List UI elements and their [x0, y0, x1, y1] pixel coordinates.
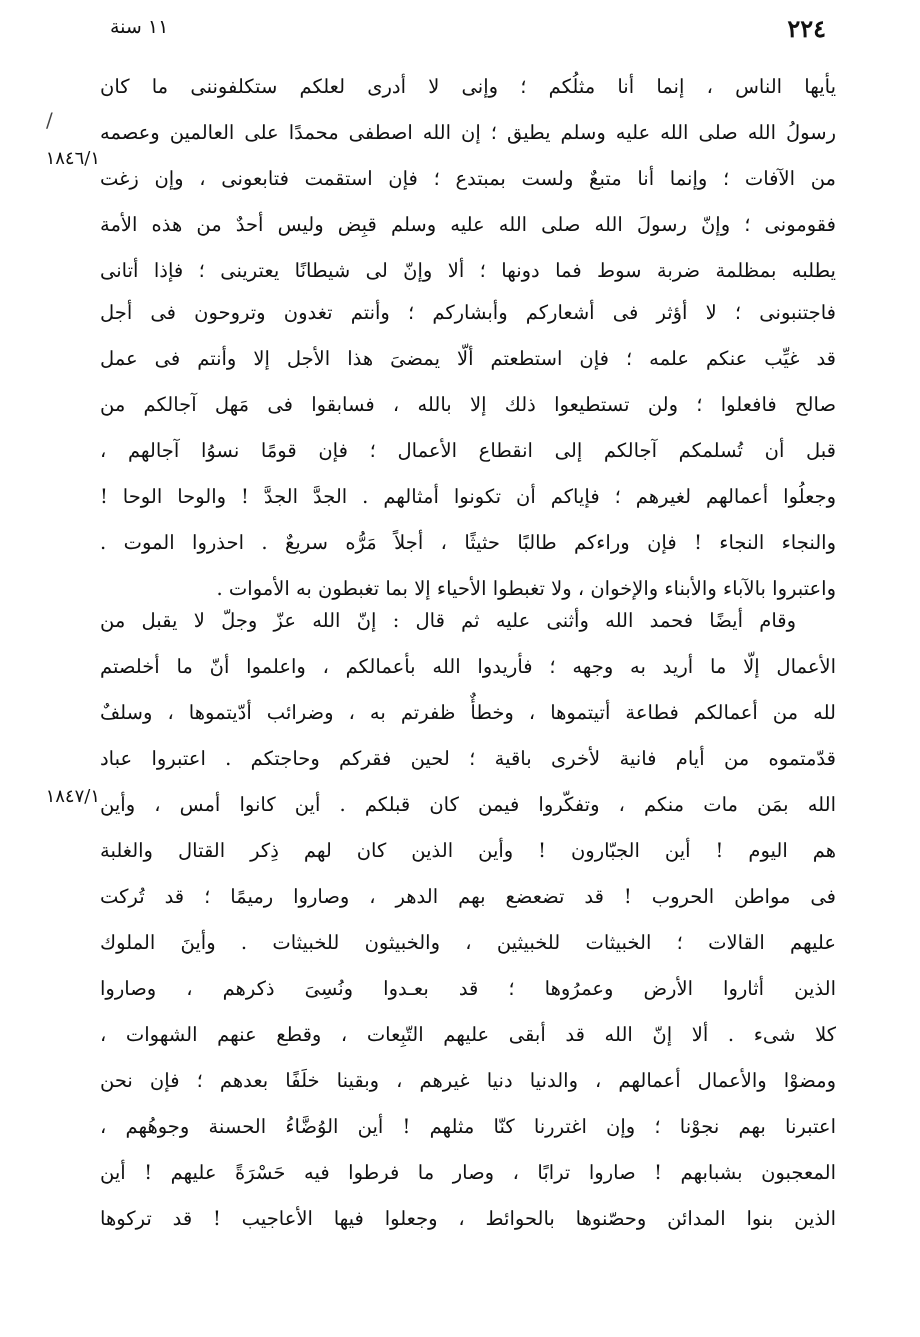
text-line: الأعمال إلّا ما أريد به وجهه ؛ فأريدوا الله بأعمالكم ، واعلموا أنّ ما أخلصتم	[100, 655, 836, 678]
text-line: يأيها الناس ، إنما أنا مثلُكم ؛ وإنى لا أدرى لعلكم ستكلفوننى ما كان	[100, 75, 836, 98]
text-line: قدّمتموه من أيام فانية لأخرى باقية ؛ لحين فقركم وحاجتكم . اعتبروا عباد	[100, 747, 836, 770]
text-line: لله من أعمالكم فطاعة أتيتموها ، وخطأٌ ظفرتم به ، وضرائب أدّيتموها ، وسلفٌ	[100, 701, 836, 724]
text-line: من الآفات ؛ وإنما أنا متبعٌ ولست بمبتدع ؛ فإن استقمت فتابعونى ، وإن زغت	[100, 167, 836, 190]
text-line: وجعلُوا أعمالهم لغيرهم ؛ فإياكم أن تكونوا أمثالهم . الجدَّ الجدَّ ! والوحا الوحا !	[100, 485, 836, 508]
text-line: كلا شىء . ألا إنّ الله قد أبقى عليهم التّبِعات ، وقطع عنهم الشهوات ،	[100, 1023, 836, 1046]
text-line: ومضوْا والأعمال أعمالهم ، والدنيا دنيا غيرهم ، وبقينا خلَفًا بعدهم ؛ فإن نحن	[100, 1069, 836, 1092]
paragraph-3	[100, 598, 836, 1242]
text-line: اعتبرنا بهم نجوْنا ؛ وإن اغتررنا كنّا مثلهم ! أين الوُضَّاءُ الحسنة وجوهُهم ،	[100, 1115, 836, 1138]
text-line: هم اليوم ! أين الجبّارون ! وأين الذين كان لهم ذِكر القتال والغلبة	[100, 839, 836, 862]
paragraph-1	[100, 64, 836, 294]
text-line: قبل أن تُسلمكم آجالكم إلى انقطاع الأعمال ؛ فإن قومًا نسوُا آجالهم ،	[100, 439, 836, 462]
text-line: واعتبروا بالآباء والأبناء والإخوان ، ولا تغبطوا الأحياء إلا بما تغبطون به الأموات .	[216, 577, 836, 600]
text-line: فاجتنبونى ؛ لا أؤثر فى أشعاركم وأبشاركم ؛ وأنتم تغدون وتروحون فى أجل	[100, 301, 836, 324]
text-line: عليهم القالات ؛ الخبيثات للخبيثين ، والخبيثون للخبيثات . وأينَ الملوك	[100, 931, 836, 954]
margin-note-text: ١٨٤٧/١	[45, 786, 100, 807]
paragraph-2	[100, 290, 836, 612]
text-line: الله بمَن مات منكم ، وتفكّروا فيمن كان قبلكم . أين كانوا أمس ، وأين	[100, 793, 836, 816]
text-line: قد غيِّب عنكم علمه ؛ فإن استطعتم ألّا يمضىَ هذا الأجل إلا وأنتم فى عمل	[100, 347, 836, 370]
text-line: فى مواطن الحروب ! قد تضعضع بهم الدهر ، وصاروا رميمًا ؛ قد تُركت	[100, 885, 836, 908]
text-line: رسولُ الله صلى الله عليه وسلم يطيق ؛ إن الله اصطفى محمدًا على العالمين وعصمه	[100, 121, 836, 144]
text-line: المعجبون بشبابهم ! صاروا ترابًا ، وصار ما فرطوا فيه حَسْرَةً عليهم ! أين	[100, 1161, 836, 1184]
text-line: صالح فافعلوا ؛ ولن تستطيعوا ذلك إلا بالله ، فسابقوا فى مَهل آجالكم من	[100, 393, 836, 416]
text-line: وقام أيضًا فحمد الله وأثنى عليه ثم قال : إنّ الله عزّ وجلّ لا يقبل من	[100, 609, 796, 632]
text-line: فقومونى ؛ وإنّ رسولَ الله صلى الله عليه وسلم قبِض وليس أحدٌ من هذه الأمة	[100, 213, 836, 236]
text-line: الذين بنوا المدائن وحصّنوها بالحوائط ، وجعلوا فيها الأعاجيب ! قد تركوها	[100, 1207, 836, 1230]
margin-mark: /	[46, 108, 53, 132]
margin-note-text: ١٨٤٦/١	[45, 148, 100, 169]
text-line: والنجاء النجاء ! فإن وراءكم طالبًا حثيثًا ، أجلاً مَرُّه سريعٌ . احذروا الموت .	[100, 531, 836, 554]
text-line: الذين أثاروا الأرض وعمرُوها ؛ قد بعـدوا ونُسِىَ ذكرهم ، وصاروا	[100, 977, 836, 1000]
page-header	[110, 14, 826, 50]
page-number: ٢٢٤	[787, 14, 826, 43]
running-head: ١١ سنة	[110, 16, 169, 38]
text-line: يطلبه بمظلمة ضربة سوط فما دونها ؛ ألا وإنّ لى شيطانًا يعترينى ؛ فإذا أتانى	[100, 259, 836, 282]
